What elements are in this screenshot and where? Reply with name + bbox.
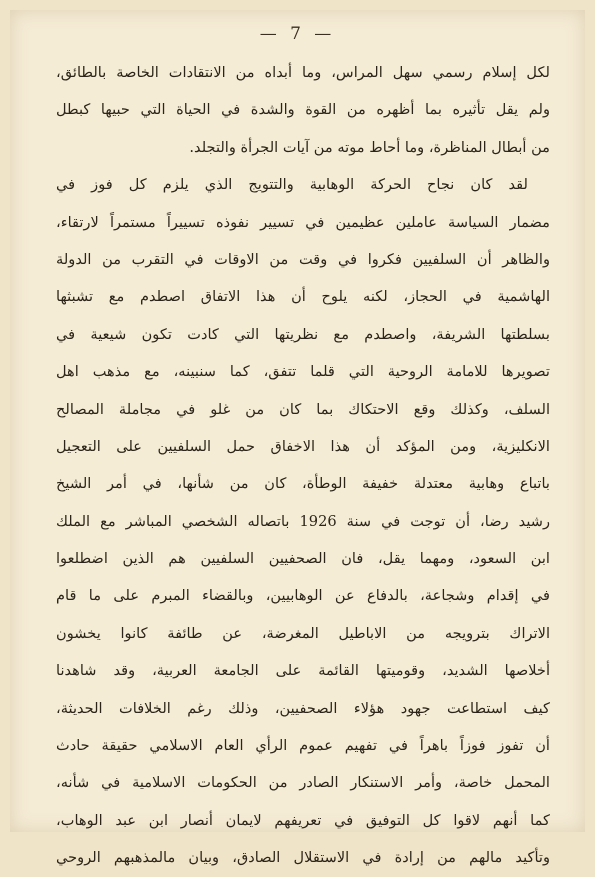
text-line: لقد كان نجاح الحركة الوهابية والتتويج الذي يلزم كل فوز في (56, 176, 528, 194)
text-line: لكل إسلام رسمي سهل المراس، وما أبداه من الانتقادات الخاصة بالطائق، (56, 64, 550, 81)
text-line: السلف، وكذلك وقع الاحتكاك بما كان من غلو في مجاملة المصالح (56, 400, 550, 418)
text-line: بسلطتها الشريفة، واصطدم مع نظريتها التي كادت تكون شيعية في (56, 325, 550, 343)
text-line: وتأكيد مالهم من إرادة في الاستقلال الصادق، وبيان مالمذهبهم الروحي (56, 849, 550, 867)
text-line: من أبطال المناظرة، وما أحاط موته من آيات الجرأة والتجلد. (189, 138, 550, 156)
text-line: باتباع وهابية معتدلة خفيفة الوطأة، كان من شأنها، في أمر الشيخ (56, 475, 550, 493)
text-line: كما أنهم لاقوا كل التوفيق في تعريفهم لايمان أنصار ابن عبد الوهاب، (56, 811, 550, 829)
text-line: في إقدام وشجاعة، بالدفاع عن الوهابيين، وبالقضاء المبرم على ما قام (56, 587, 550, 605)
text-line: الانكليزية، ومن المؤكد أن هذا الاخفاق حمل السلفيين على التعجيل (56, 437, 550, 455)
text-line: الهاشمية في الحجاز، لكنه يلوح أن هذا الاتفاق اصطدم مع تشبثها (56, 288, 550, 306)
text-line: ولم يقل تأثيره بما أظهره من القوة والشدة في الحياة التي حبيها كبطل (56, 101, 550, 119)
text-line: مضمار السياسة عاملين عظيمين في تسيير نفوذه تسييراً مستمراً لارتقاء، (56, 213, 550, 231)
page-number: — 7 — (259, 24, 336, 44)
text-line: تصويرها للامامة الروحية التي قلما تتفق، كما سنبينه، مع مذهب اهل (56, 363, 550, 381)
text-line: والظاهر أن السلفيين فكروا في وقت من الاوقات في التقرب من الدولة (56, 250, 550, 268)
text-line: كيف استطاعت جهود هؤلاء الصحفيين، وذلك رغم الخلافات الحديثة، (56, 699, 550, 717)
text-line: أخلاصها الشديد، وقوميتها القائمة على الجامعة العربية، وقد شاهدنا (56, 662, 550, 680)
text-line: ابن السعود، ومهما يقل، فان الصحفيين السلفيين هم الذين اضطلعوا (56, 550, 550, 568)
document-page (10, 10, 585, 867)
text-body (56, 54, 550, 877)
text-line: أن تفوز فوزاً باهراً في تفهيم عموم الرأي العام الاسلامي حقيقة حادث (56, 737, 550, 755)
text-line: الاتراك بترويجه من الاباطيل المغرضة، عن طائفة كانوا يخشون (56, 624, 550, 642)
text-line: المحمل خاصة، وأمر الاستنكار الصادر من الحكومات الاسلامية في شأنه، (56, 774, 550, 792)
text-line: رشيد رضا، أن توجت في سنة 1926 باتصاله الشخصي المباشر مع الملك (56, 512, 550, 530)
